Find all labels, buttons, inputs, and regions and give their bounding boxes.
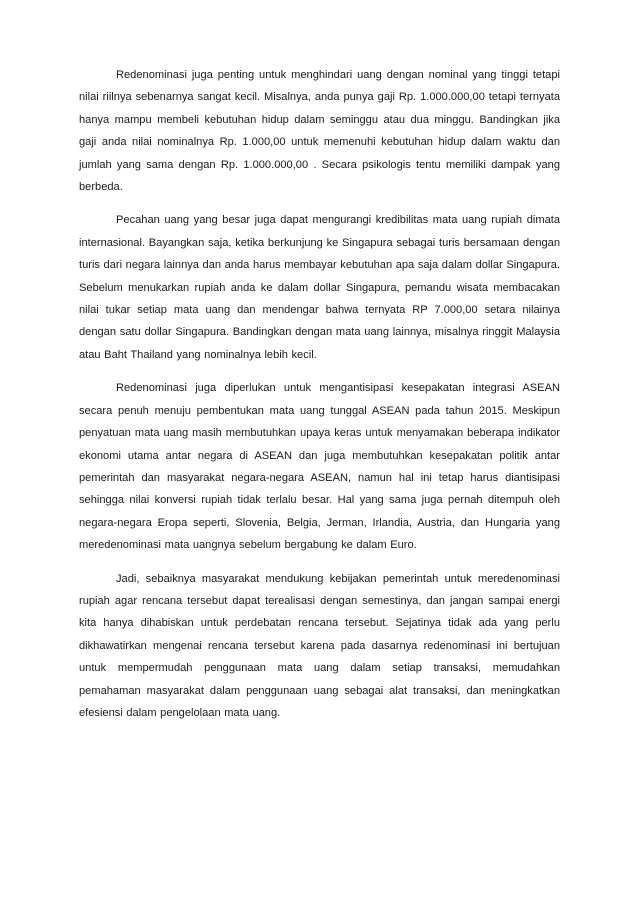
paragraph-kredibilitas-rupiah: Pecahan uang yang besar juga dapat mengurangi kredibilitas mata uang rupiah dimata internasional. Bayangkan saja, ketika berkunjung ke Singapura sebagai turis bersamaan dengan turis dari negara lainnya dan anda harus membayar kebutuhan apa saja dalam dollar Singapura. Sebelum menukarkan rupiah anda ke dalam dollar Singapura, pemandu wisata membacakan nilai tukar setiap mata uang dan mendengar bahwa ternyata RP 7.000,00 setara nilainya dengan satu dollar Singapura. Bandingkan dengan mata uang lainnya, misalnya ringgit Malaysia atau Baht Thailand yang nominalnya lebih kecil. — [79, 214, 560, 361]
paragraph-kesimpulan: Jadi, sebaiknya masyarakat mendukung kebijakan pemerintah untuk meredenominasi rupiah agar rencana tersebut dapat terealisasi dengan semestinya, dan jangan sampai energi kita hanya dihabiskan untuk perdebatan rencana tersebut. Sejatinya tidak ada yang perlu dikhawatirkan mengenai rencana tersebut karena pada dasarnya redenominasi ini bertujuan untuk mempermudah penggunaan mata uang dalam setiap transaksi, memudahkan pemahaman masyarakat dalam penggunaan uang sebagai alat transaksi, dan meningkatkan efesiensi dalam pengelolaan mata uang. — [79, 572, 560, 719]
document-body — [79, 64, 560, 724]
paragraph-integrasi-asean: Redenominasi juga diperlukan untuk mengantisipasi kesepakatan integrasi ASEAN secara penuh menuju pembentukan mata uang tunggal ASEAN pada tahun 2015. Meskipun penyatuan mata uang masih membutuhkan upaya keras untuk menyamakan beberapa indikator ekonomi utama antar negara di ASEAN dan juga membutuhkan kesepakatan politik antar pemerintah dan masyarakat negara-negara ASEAN, namun hal ini tetap harus diantisipasi sehingga nilai konversi rupiah tidak terlalu besar. Hal yang sama juga pernah ditempuh oleh negara-negara Eropa seperti, Slovenia, Belgia, Jerman, Irlandia, Austria, dan Hungaria yang meredenominasi mata uangnya sebelum bergabung ke dalam Euro. — [79, 382, 560, 552]
paragraph-redenominasi-nominal: Redenominasi juga penting untuk menghindari uang dengan nominal yang tinggi tetapi nilai riilnya sebenarnya sangat kecil. Misalnya, anda punya gaji Rp. 1.000.000,00 tetapi ternyata hanya mampu membeli kebutuhan hidup dalam seminggu atau dua minggu. Bandingkan jika gaji anda nilai nominalnya Rp. 1.000,00 untuk memenuhi kebutuhan hidup dalam waktu dan jumlah yang sama dengan Rp. 1.000.000,00 . Secara psikologis tentu memiliki dampak yang berbeda. — [79, 69, 560, 194]
